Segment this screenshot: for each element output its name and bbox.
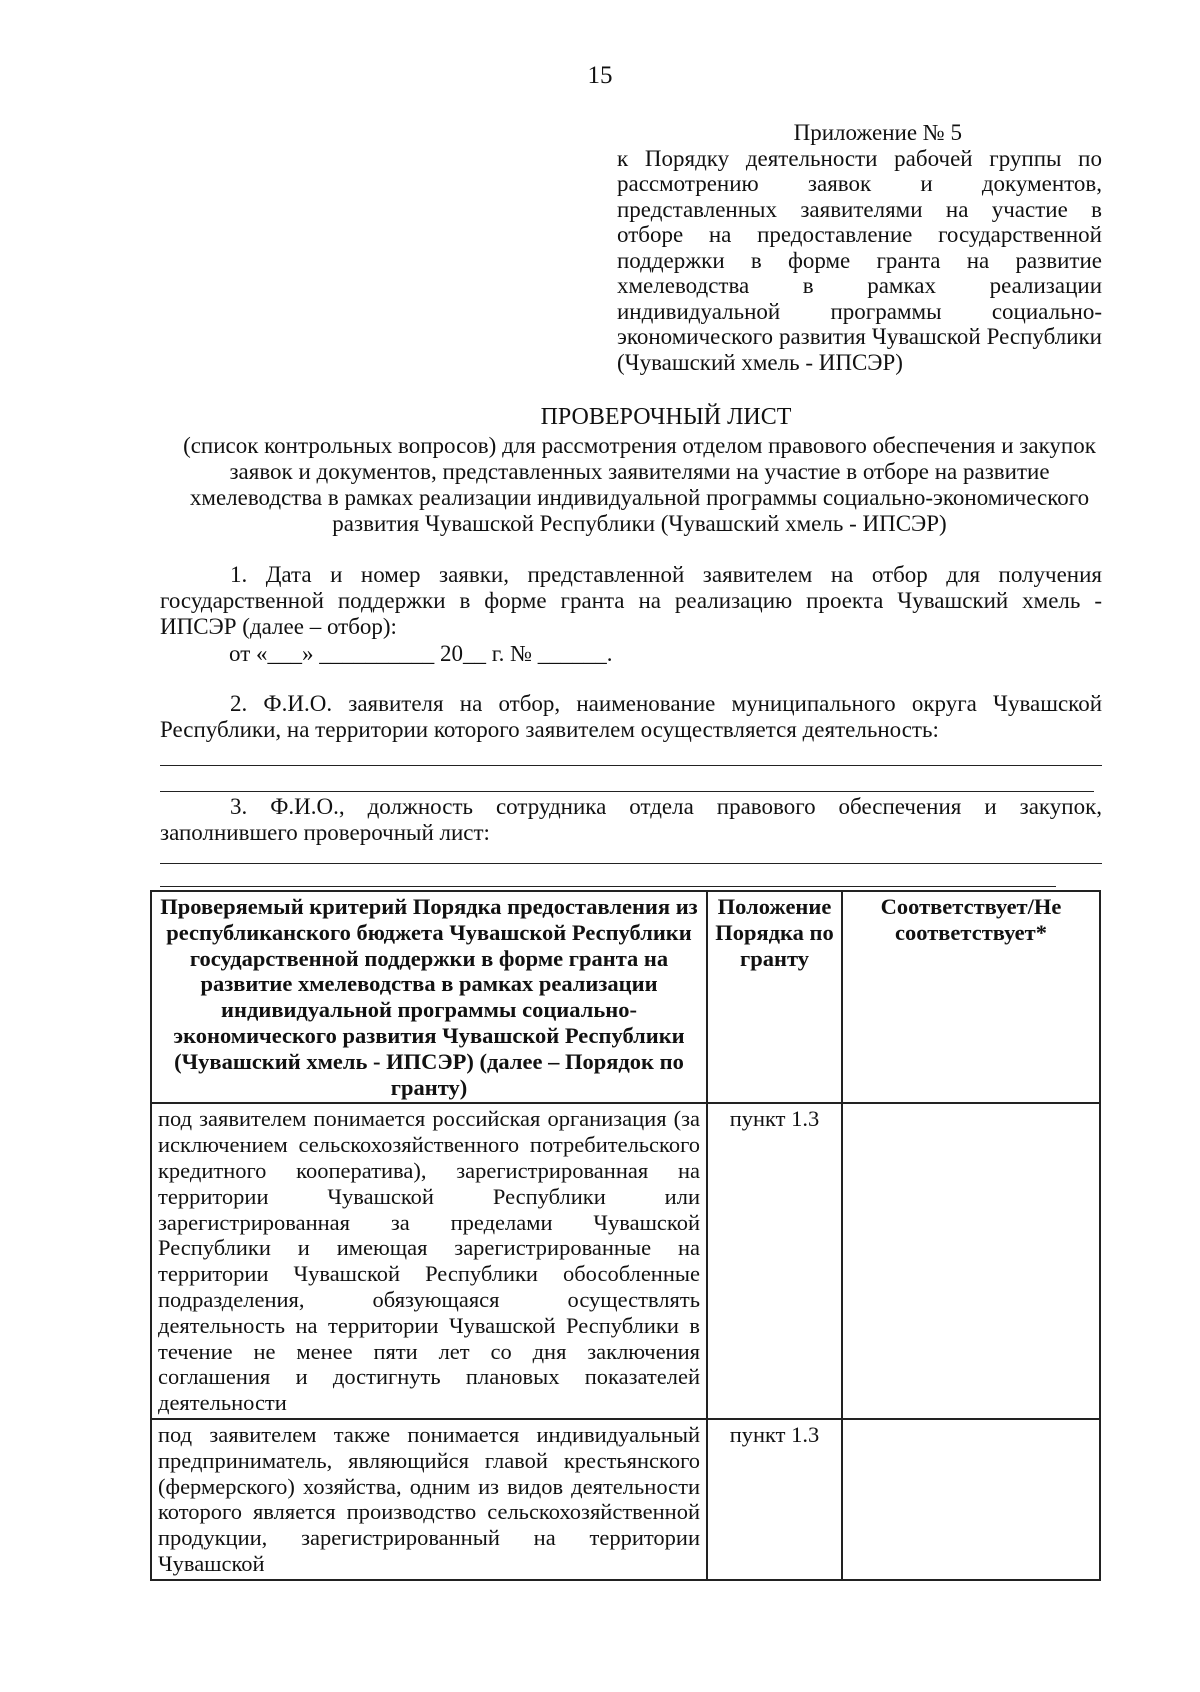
page-number: 15 [587, 62, 613, 89]
item-3: 3. Ф.И.О., должность сотрудника отдела правового обеспечения и закупок, заполнившего проверочный лист: [160, 794, 1102, 845]
position-cell: пункт 1.3 [707, 1103, 842, 1419]
appendix-text: к Порядку деятельности рабочей группы по рассмотрению заявок и документов, представленных заявителями на участие в отборе на предоставление государственной поддержки в форме гранта на развитие хмелеводства в рамках реализации индивидуальной программы социально-экономического развития Чувашской Республики (Чувашский хмель - ИПСЭР) [617, 145, 1102, 375]
fill-line-2 [160, 791, 1094, 792]
fill-line-3 [160, 863, 1102, 864]
item-1-date-line: от «___» __________ 20__ г. № ______. [229, 641, 613, 666]
table-row [151, 1419, 1100, 1580]
criteria-table [150, 890, 1101, 1581]
fill-line-4 [160, 886, 1056, 887]
document-subtitle: (список контрольных вопросов) для рассмотрения отделом правового обеспечения и закупок заявок и документов, представленных заявителями на участие в отборе на развитие хмелеводства в рамках реализации индивидуальной программы социально-экономического развития Чувашской Республики (Чувашский хмель - ИПСЭР) [183, 433, 1096, 536]
header-position: Положение Порядка по гранту [707, 891, 842, 1103]
document-title: ПРОВЕРОЧНЫЙ ЛИСТ [540, 404, 792, 430]
position-cell: пункт 1.3 [707, 1419, 842, 1580]
item-2: 2. Ф.И.О. заявителя на отбор, наименование муниципального округа Чувашской Республики, на территории которого заявителем осуществляется деятельность: [160, 691, 1102, 742]
criterion-cell: под заявителем понимается российская организация (за исключением сельскохозяйственного потребительского кредитного кооператива), зарегистрированная на территории Чувашской Республики или зарегистрированная за пределами Чувашской Республики и имеющая зарегистрированные на территории Чувашской Республики обособленные подразделения, обязующаяся осуществлять деятельность на территории Чувашской Республики в течение не менее пяти лет со дня заключения соглашения и достигнуть плановых показателей деятельности [151, 1103, 707, 1419]
appendix-title: Приложение № 5 [793, 120, 962, 145]
table-row [151, 1103, 1100, 1419]
appendix-block [617, 120, 1102, 375]
compliance-cell[interactable] [842, 1103, 1100, 1419]
compliance-cell[interactable] [842, 1419, 1100, 1580]
fill-line-1 [160, 765, 1102, 766]
criterion-cell: под заявителем также понимается индивидуальный предприниматель, являющийся главой крестьянского (фермерского) хозяйства, одним из видов деятельности которого является производство сельскохозяйственной продукции, зарегистрированный на территории Чувашской [151, 1419, 707, 1580]
header-criterion: Проверяемый критерий Порядка предоставления из республиканского бюджета Чувашской Республики государственной поддержки в форме гранта на развитие хмелеводства в рамках реализации индивидуальной программы социально-экономического развития Чувашской Республики (Чувашский хмель - ИПСЭР) (далее – Порядок по гранту) [151, 891, 707, 1103]
header-compliance: Соответствует/Не соответствует* [842, 891, 1100, 1103]
item-1: 1. Дата и номер заявки, представленной заявителем на отбор для получения государственной поддержки в форме гранта на реализацию проекта Чувашский хмель - ИПСЭР (далее – отбор): [160, 562, 1102, 639]
table-header-row [151, 891, 1100, 1103]
